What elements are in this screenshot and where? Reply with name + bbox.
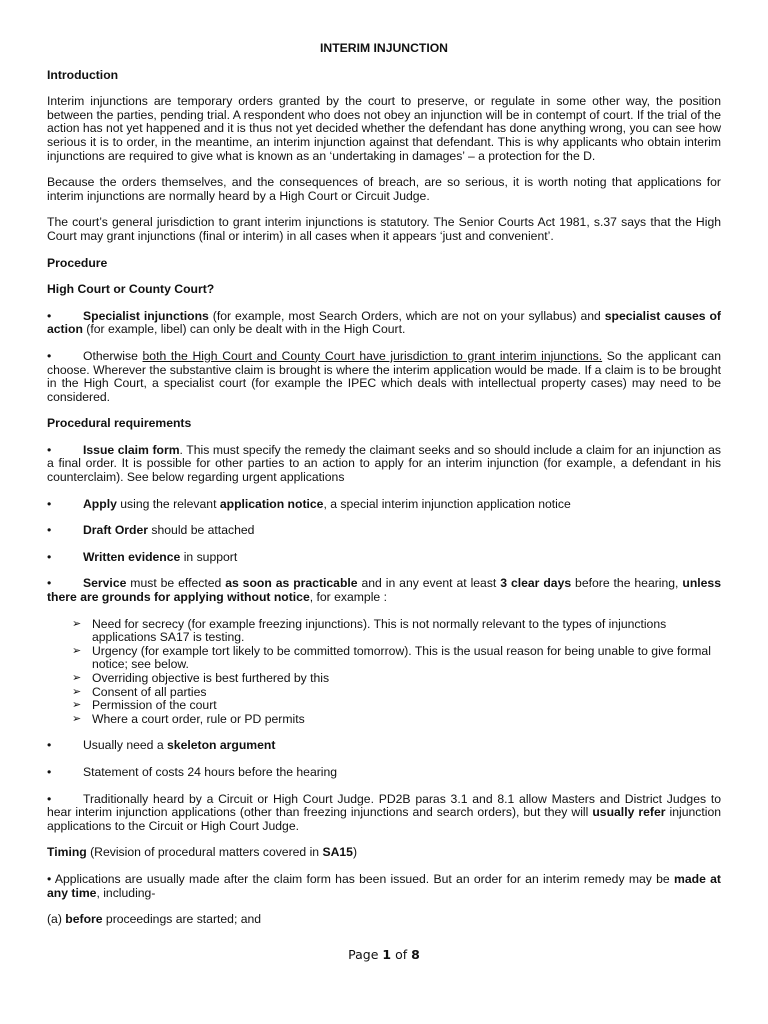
arrow-bullet-icon: ➢ (72, 672, 82, 684)
bullet-specialist: • Specialist injunctions (for example, most Search Orders, which are not on your syllabus) and specialist causes of action (for example, libel) can only be dealt with in the High Court. (47, 308, 721, 337)
bullet-marker: • (47, 764, 52, 779)
bullet-marker: • (47, 308, 52, 323)
bullet-draft-order: • Draft Order should be attached (47, 523, 255, 538)
bullet-statement-of-costs: • Statement of costs 24 hours before the hearing (47, 764, 338, 779)
bullet-claim-form: • Issue claim form. This must specify the remedy the claimant seeks and so should include a claim for an injunction as a final order. It is possible for other parties to an action to apply for an interim injunction (for example, a defendant in his counterclaim). See below regarding urgent applications (47, 442, 722, 485)
list-item: ➢ Overriding objective is best furthered by this (72, 671, 330, 685)
procedure-heading: Procedure (47, 255, 108, 270)
arrow-bullet-icon: ➢ (72, 712, 82, 725)
list-item: ➢ Consent of all parties (72, 684, 207, 699)
bullet-marker: • (47, 738, 52, 753)
page-footer (0, 948, 768, 962)
bullet-apply: • Apply using the relevant application notice, a special interim injunction application notice (47, 496, 571, 511)
bullet-marker: • (47, 791, 52, 806)
bullet-marker: • (47, 576, 52, 591)
document-title: INTERIM INJUNCTION (320, 41, 448, 55)
list-item: ➢ Permission of the court (72, 698, 217, 713)
page-of-label: of (395, 947, 408, 962)
timing-paragraph-2: (a) before proceedings are started; and (47, 912, 262, 927)
arrow-bullet-icon: ➢ (72, 644, 82, 657)
intro-paragraph-3: The court’s general jurisdiction to grant interim injunctions is statutory. The Senior Courts Act 1981, s.37 says that the High Court may grant injunctions (final or interim) in all cases when it appears ‘just and convenient’. (47, 215, 721, 243)
list-item: ➢ Need for secrecy (for example freezing injunctions). This is not normally relevant to the types of injunctions applications SA17 is testing. (72, 616, 667, 645)
bullet-marker: • (47, 348, 52, 363)
page-label: Page (348, 947, 379, 962)
bullet-service: • Service must be effected as soon as practicable and in any event at least 3 clear days before the hearing, unless there are grounds for applying without notice, for example : (47, 576, 721, 605)
bullet-marker: • (47, 442, 52, 457)
court-subheading: High Court or County Court? (47, 282, 215, 297)
intro-paragraph-2: Because the orders themselves, and the consequences of breach, are so serious, it is worth noting that applications for interim injunctions are normally heard by a High Court or Circuit Judge. (47, 175, 721, 203)
document-page (47, 42, 721, 940)
bullet-judge: • Traditionally heard by a Circuit or High Court Judge. PD2B paras 3.1 and 8.1 allow Masters and District Judges to hear interim injunction applications (other than freezing injunctions and search orders), but they will usually refer injunction applications to the Circuit or High Court Judge. (47, 791, 721, 833)
bullet-marker: • (47, 496, 52, 511)
arrow-bullet-icon: ➢ (72, 685, 82, 698)
bullet-written-evidence: • Written evidence in support (47, 549, 238, 564)
intro-heading: Introduction (47, 67, 119, 82)
current-page-number: 1 (382, 947, 392, 962)
bullet-marker: • (47, 523, 52, 538)
without-notice-grounds-list (47, 618, 721, 727)
intro-paragraph-1: Interim injunctions are temporary orders granted by the court to preserve, or regulate in some other way, the position between the parties, pending trial. A respondent who does not obey an injunction will be in contempt of court. If the trial of the action has not yet happened and it is thus not yet decided whether the defendant has done anything wrong, you can see how serious it is to order, in the meantime, an interim injunction against that defendant. This is why applicants who obtain interim injunctions are required to give what is known as an ‘undertaking in damages’ – a protection for the D. (47, 94, 721, 163)
requirements-heading: Procedural requirements (47, 416, 192, 431)
total-page-number: 8 (411, 947, 420, 962)
timing-paragraph-1: • Applications are usually made after the claim form has been issued. But an order for an interim remedy may be made at any time, including- (47, 871, 721, 900)
list-item: ➢ Urgency (for example tort likely to be committed tomorrow). This is the usual reason for being unable to give formal notice; see below. (72, 643, 711, 672)
arrow-bullet-icon: ➢ (72, 617, 82, 630)
bullet-skeleton-argument: • Usually need a skeleton argument (47, 738, 276, 753)
bullet-jurisdiction: • Otherwise both the High Court and County Court have jurisdiction to grant interim injunctions. So the applicant can choose. Wherever the substantive claim is brought is where the interim application would be made. If a claim is to be brought in the High Court, a specialist court (for example the IPEC which deals with intellectual property cases) may need to be considered. (47, 348, 721, 404)
arrow-bullet-icon: ➢ (72, 699, 82, 712)
bullet-marker: • (47, 549, 52, 564)
timing-heading: Timing (Revision of procedural matters covered in SA15) (47, 845, 358, 860)
list-item: ➢ Where a court order, rule or PD permits (72, 711, 305, 726)
